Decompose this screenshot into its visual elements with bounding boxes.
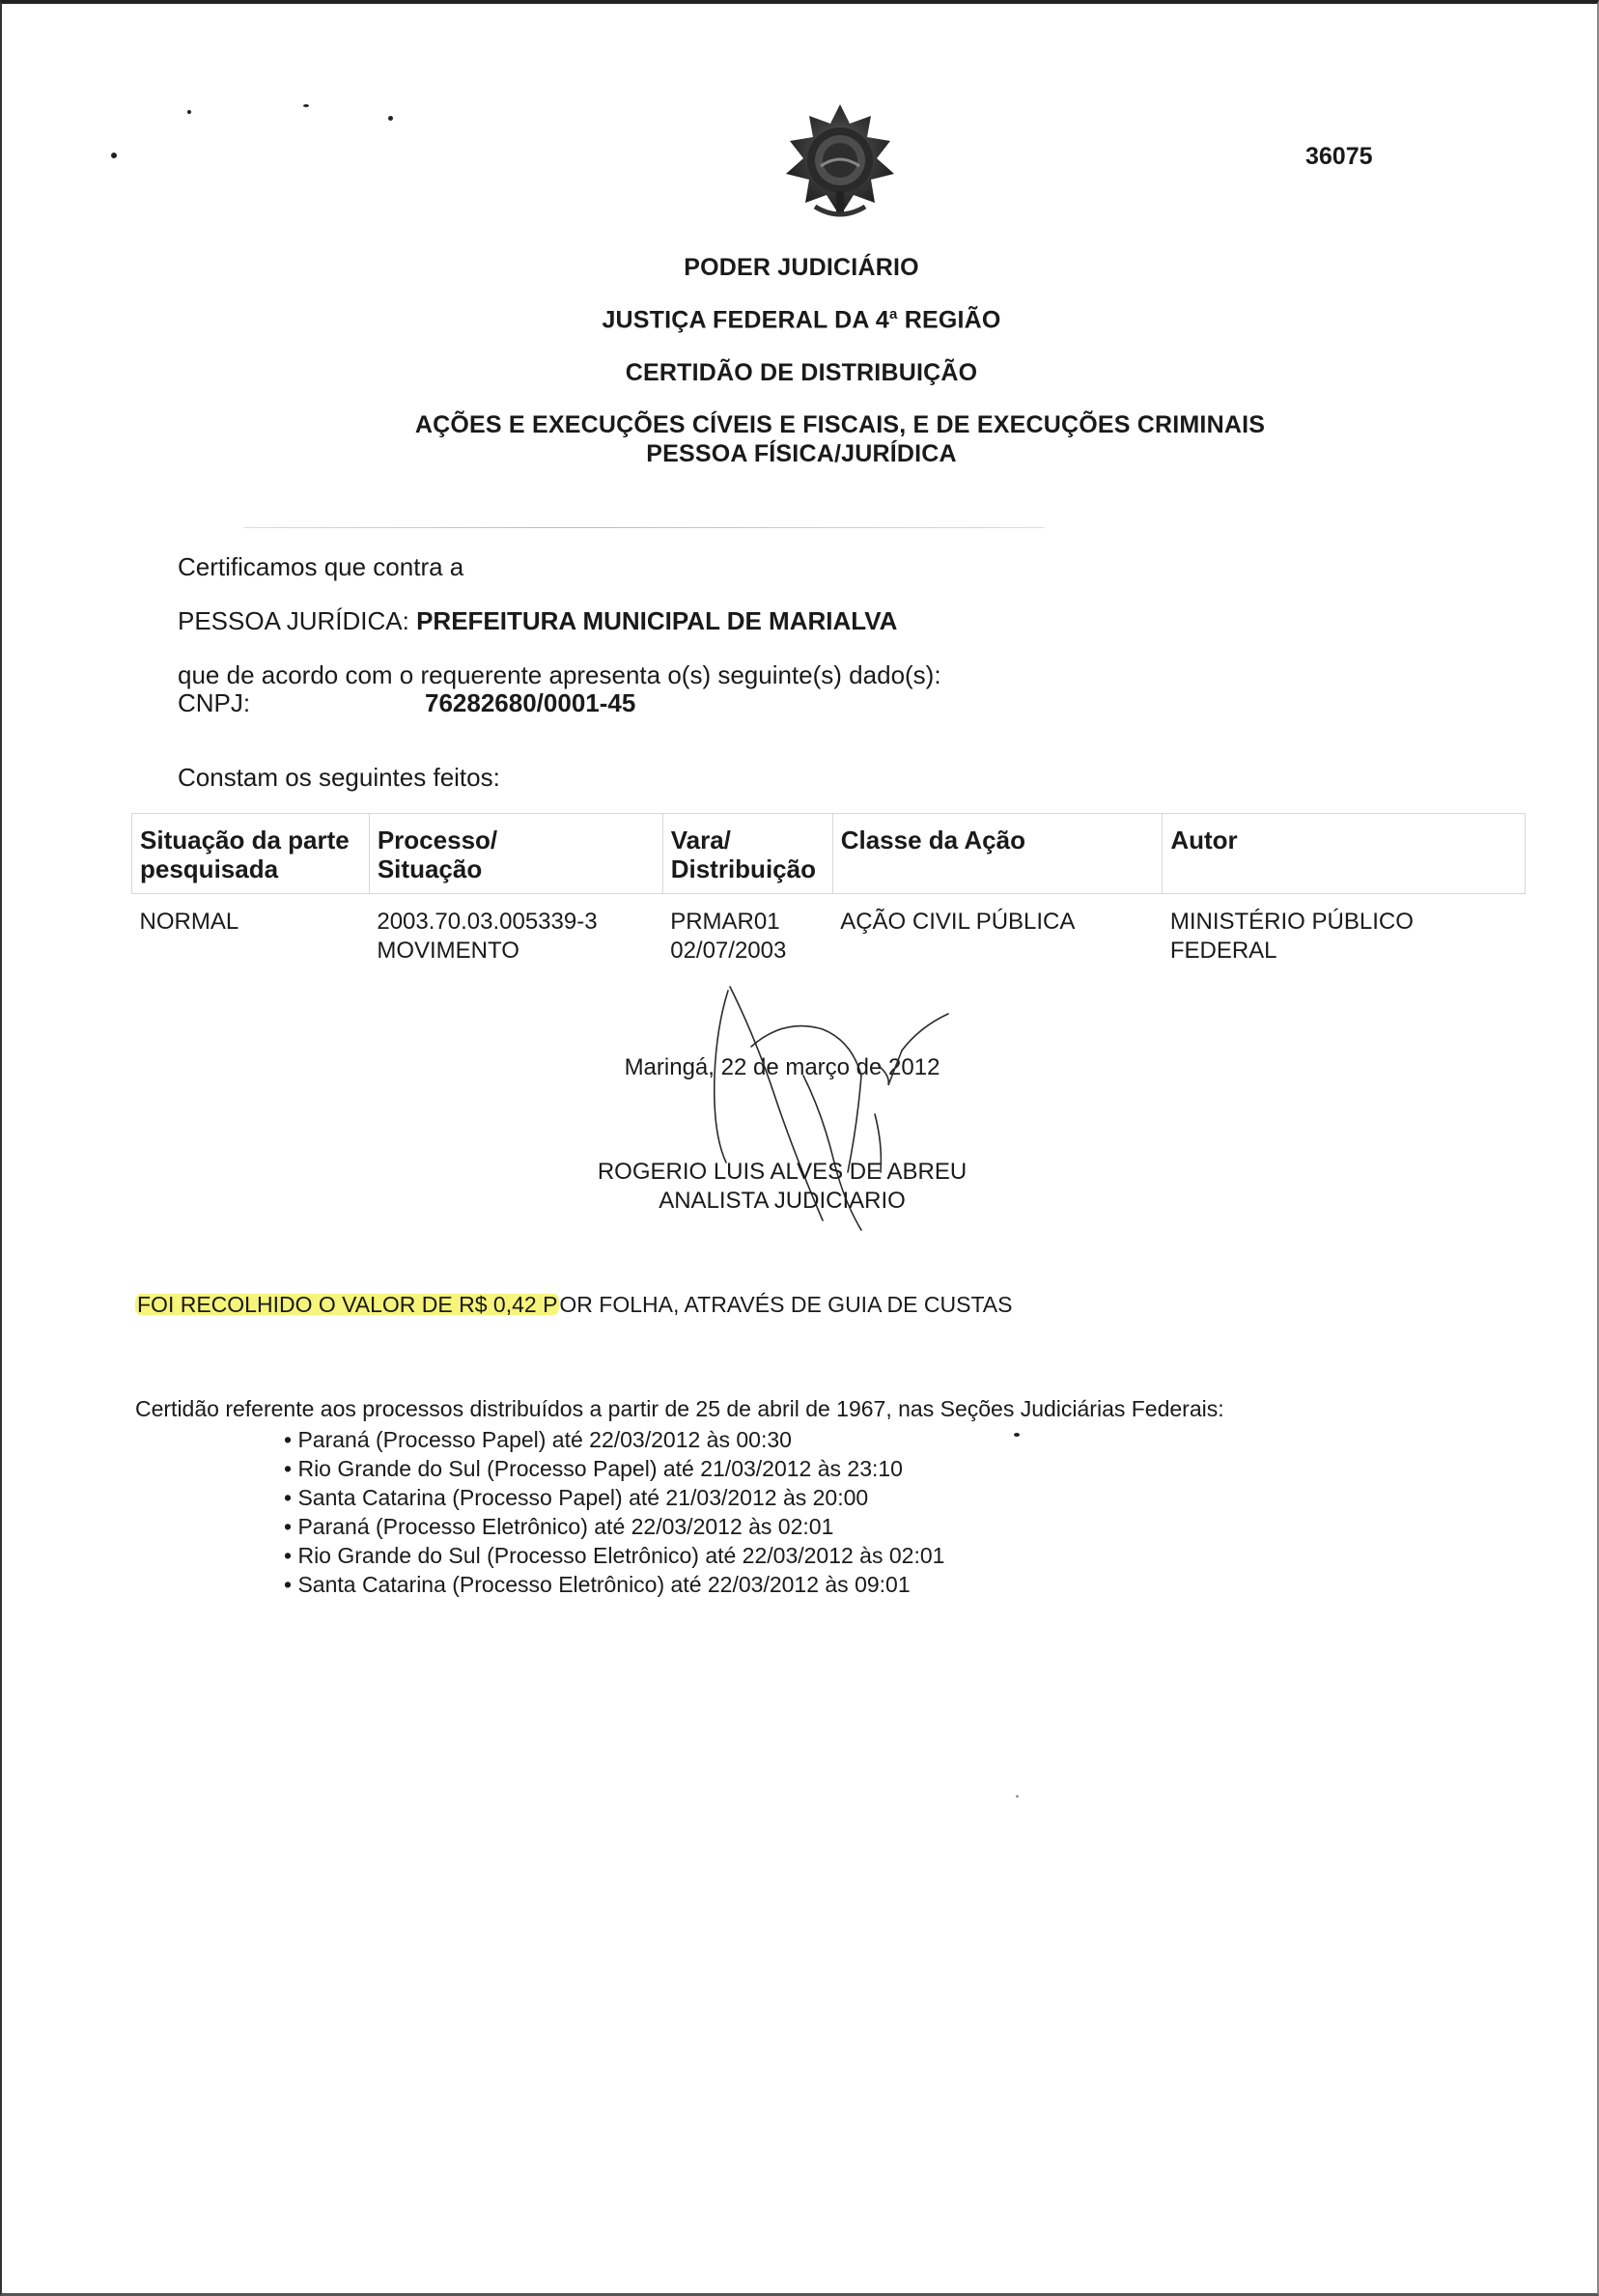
- header-justica-federal-text: JUSTIÇA FEDERAL DA 4: [602, 306, 890, 334]
- list-item: • Santa Catarina (Processo Eletrônico) até 22/03/2012 às 09:01: [284, 1570, 944, 1599]
- column-header-autor: Autor: [1163, 814, 1526, 894]
- list-item: • Rio Grande do Sul (Processo Eletrônico) até 22/03/2012 às 02:01: [284, 1541, 944, 1570]
- feitos-table: [131, 813, 1526, 973]
- scan-speck: [187, 110, 191, 114]
- header-poder-judiciario: PODER JUDICIÁRIO: [684, 254, 919, 281]
- scan-speck: [1016, 1795, 1019, 1798]
- list-item: • Santa Catarina (Processo Papel) até 21/03/2012 às 20:00: [284, 1483, 944, 1512]
- list-item: • Rio Grande do Sul (Processo Papel) até 21/03/2012 às 23:10: [284, 1454, 944, 1483]
- scan-speck: [388, 116, 393, 121]
- signer-role: ANALISTA JUDICIARIO: [659, 1188, 906, 1214]
- cell-vara: PRMAR01 02/07/2003: [670, 909, 787, 964]
- header-acoes-execucoes: AÇÕES E EXECUÇÕES CÍVEIS E FISCAIS, E DE EXECUÇÕES CRIMINAIS: [414, 411, 1266, 438]
- pessoa-juridica-label: PESSOA JURÍDICA:: [178, 606, 409, 635]
- fee-statement: [135, 1292, 1012, 1318]
- header-pessoa-tipo: PESSOA FÍSICA/JURÍDICA: [646, 440, 957, 467]
- coverage-intro: Certidão referente aos processos distribuídos a partir de 25 de abril de 1967, nas Seções Judiciárias Federais:: [135, 1396, 1224, 1421]
- scan-speck: [1014, 1433, 1020, 1437]
- requerente-text: que de acordo com o requerente apresenta o(s) seguinte(s) dado(s):: [178, 660, 941, 689]
- constam-text: Constam os seguintes feitos:: [178, 763, 500, 792]
- column-header-processo: Processo/ Situação: [369, 814, 662, 894]
- cnpj-value: 76282680/0001-45: [425, 688, 636, 717]
- scan-speck: [303, 104, 309, 107]
- pessoa-juridica-line: [178, 606, 897, 636]
- coverage-list: [284, 1425, 944, 1599]
- column-header-situacao: Situação da parte pesquisada: [132, 814, 370, 894]
- header-regiao-text: REGIÃO: [897, 306, 1001, 334]
- document-number: 36075: [1305, 143, 1373, 170]
- cell-classe: AÇÃO CIVIL PÚBLICA: [840, 909, 1076, 935]
- brasil-coat-of-arms-icon: [782, 102, 898, 222]
- certificamos-text: Certificamos que contra a: [178, 552, 464, 581]
- cell-processo: 2003.70.03.005339-3 MOVIMENTO: [377, 909, 598, 964]
- cell-autor: MINISTÉRIO PÚBLICO FEDERAL: [1169, 909, 1414, 964]
- cnpj-label: CNPJ:: [178, 688, 251, 717]
- list-item: • Paraná (Processo Papel) até 22/03/2012 às 00:30: [284, 1425, 944, 1454]
- handwritten-signature: [659, 969, 1006, 1259]
- header-ordinal-suffix: a: [889, 306, 898, 322]
- table-row: [132, 894, 1526, 974]
- fee-remaining-text: OR FOLHA, ATRAVÉS DE GUIA DE CUSTAS: [559, 1292, 1013, 1317]
- signer-name: ROGERIO LUIS ALVES DE ABREU: [597, 1159, 968, 1185]
- scan-speck: [111, 153, 117, 158]
- column-header-classe: Classe da Ação: [832, 814, 1163, 894]
- header-justica-federal: [2, 306, 1599, 334]
- table-header-row: [132, 814, 1526, 894]
- fee-highlighted-text: FOI RECOLHIDO O VALOR DE R$ 0,42 P: [137, 1292, 558, 1317]
- cell-situacao: NORMAL: [139, 909, 239, 935]
- pessoa-juridica-name: PREFEITURA MUNICIPAL DE MARIALVA: [416, 606, 898, 635]
- column-header-vara: Vara/ Distribuição: [662, 814, 832, 894]
- place-date: Maringá, 22 de março de 2012: [624, 1054, 940, 1080]
- header-divider: [243, 527, 1045, 528]
- header-certidao: CERTIDÃO DE DISTRIBUIÇÃO: [625, 359, 978, 386]
- list-item: • Paraná (Processo Eletrônico) até 22/03/2012 às 02:01: [284, 1512, 944, 1541]
